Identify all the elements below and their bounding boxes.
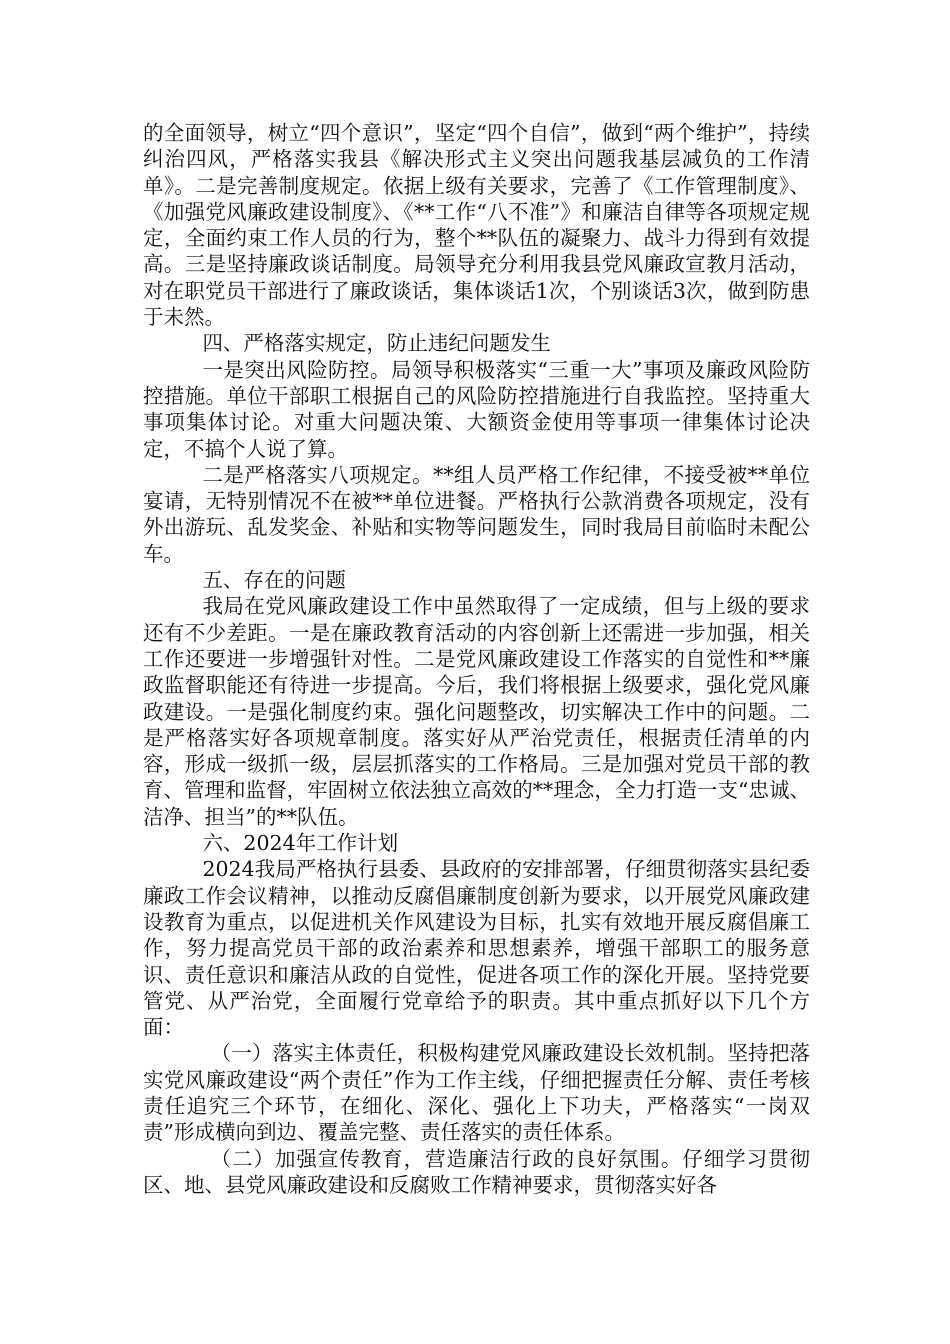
document-body [143, 120, 810, 1198]
paragraph-problems: 我局在党风廉政建设工作中虽然取得了一定成绩，但与上级的要求还有不少差距。一是在廉政教育活动的内容创新上还需进一步加强，相关工作还要进一步增强针对性。二是党风廉政建设工作落实的自觉性和**廉政监督职能还有待进一步提高。今后，我们将根据上级要求，强化党风廉政建设。一是强化制度约束。强化问题整改，切实解决工作中的问题。二是严格落实好各项规章制度。落实好从严治党责任，根据责任清单的内容，形成一级抓一级，层层抓落实的工作格局。三是加强对党员干部的教育、管理和监督，牢固树立依法独立高效的**理念，全力打造一支“忠诚、洁净、担当”的**队伍。 [143, 594, 810, 829]
paragraph-continuation: 的全面领导，树立“四个意识”，坚定“四个自信”，做到“两个维护”，持续纠治四风，严格落实我县《解决形式主义突出问题我基层减负的工作清单》。二是完善制度规定。依据上级有关要求，完善了《工作管理制度》、《加强党风廉政建设制度》、《**工作“八不准”》和廉洁自律等各项规定规定，全面约束工作人员的行为，整个**队伍的凝聚力、战斗力得到有效提高。三是坚持廉政谈话制度。局领导充分利用我县党风廉政宣教月活动，对在职党员干部进行了廉政谈话，集体谈话1次，个别谈话3次，做到防患于未然。 [143, 121, 810, 330]
section-heading-5: 五、存在的问题 [202, 568, 346, 593]
paragraph-work-plan: 2024我局严格执行县委、县政府的安排部署，仔细贯彻落实县纪委廉政工作会议精神，以推动反腐倡廉制度创新为要求，以开展党风廉政建设教育为重点，以促进机关作风建设为目标，扎实有效地开展反腐倡廉工作，努力提高党员干部的政治素养和思想素养，增强干部职工的服务意识、责任意识和廉洁从政的自觉性，促进各项工作的深化开展。坚持党要管党、从严治党，全面履行党章给予的职责。其中重点抓好以下几个方面： [143, 857, 810, 1040]
section-heading-6: 六、2024年工作计划 [202, 831, 399, 856]
paragraph-risk-control: 一是突出风险防控。局领导积极落实“三重一大”事项及廉政风险防控措施。单位干部职工根据自己的风险防控措施进行自我监控。坚持重大事项集体讨论。对重大问题决策、大额资金使用等事项一律集体讨论决定，不搞个人说了算。 [143, 357, 810, 461]
paragraph-eight-rules: 二是严格落实八项规定。**组人员严格工作纪律，不接受被**单位宴请，无特别情况不在被**单位进餐。严格执行公款消费各项规定，没有外出游玩、乱发奖金、补贴和实物等问题发生，同时我局目前临时未配公车。 [143, 462, 810, 566]
section-heading-4: 四、严格落实规定，防止违纪问题发生 [202, 331, 551, 356]
paragraph-item-1: （一）落实主体责任，积极构建党风廉政建设长效机制。坚持把落实党风廉政建设“两个责任”作为工作主线，仔细把握责任分解、责任考核责任追究三个环节，在细化、深化、强化上下功夫，严格落实“一岗双责”形成横向到边、覆盖完整、责任落实的责任体系。 [143, 1041, 810, 1145]
paragraph-item-2: （二）加强宣传教育，营造廉洁行政的良好氛围。仔细学习贯彻区、地、县党风廉政建设和反腐败工作精神要求，贯彻落实好各 [143, 1146, 810, 1197]
